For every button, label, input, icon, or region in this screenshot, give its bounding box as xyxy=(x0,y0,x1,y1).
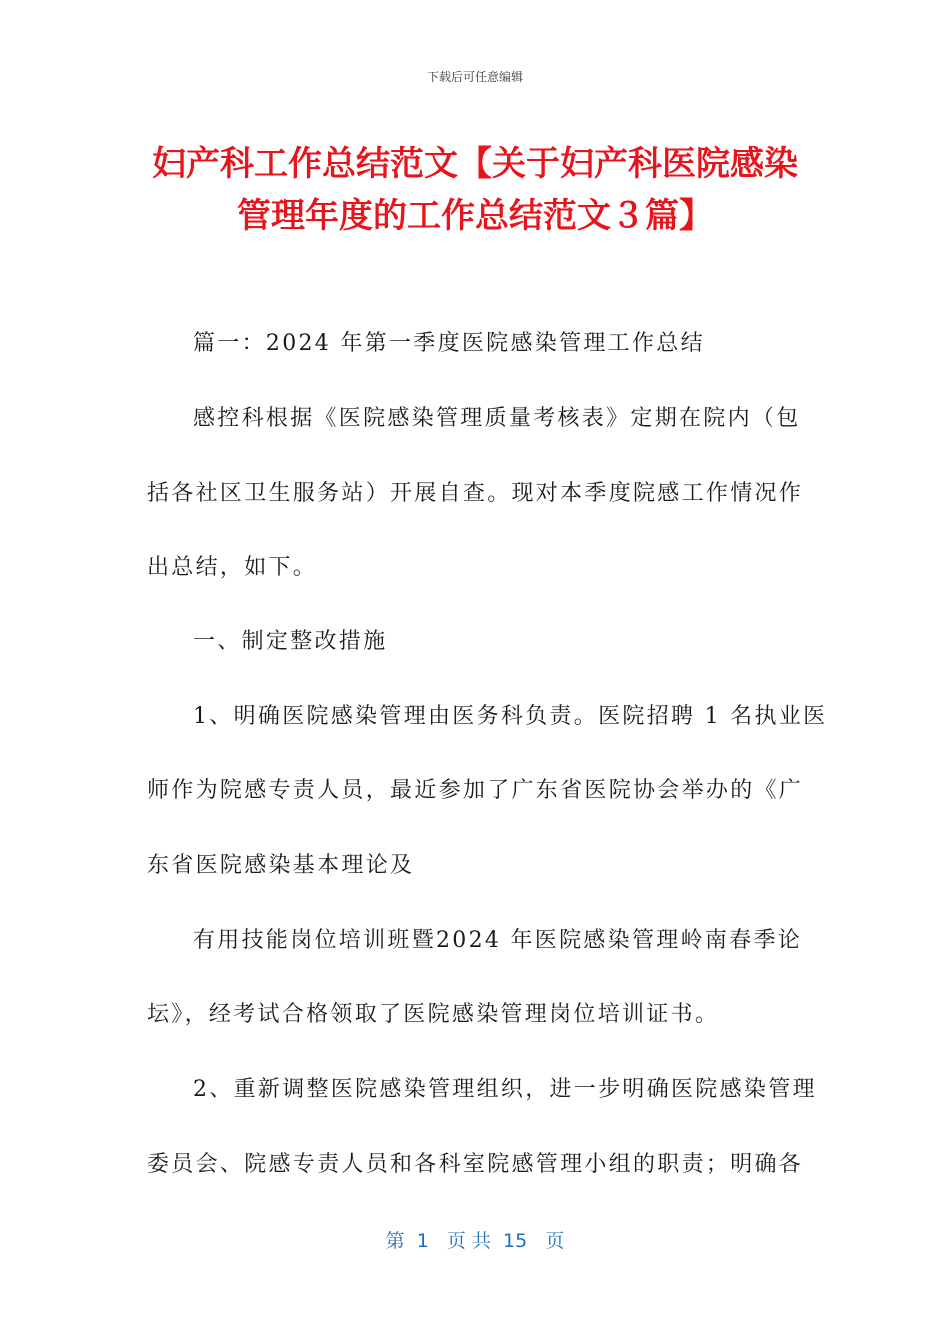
title-line-2: 管理年度的工作总结范文３篇】 xyxy=(237,196,713,236)
page-number-footer: 第 1 页 共 15 页 xyxy=(385,1230,565,1252)
paragraph-line: 出总结，如下。 xyxy=(147,555,318,580)
paragraph-line: 东省医院感染基本理论及 xyxy=(147,853,415,878)
paragraph-line: 师作为院感专责人员，最近参加了广东省医院协会举办的《广 xyxy=(147,778,804,803)
paragraph-line: 委员会、院感专责人员和各科室院感管理小组的职责；明确各 xyxy=(147,1152,804,1177)
document-title xyxy=(60,138,890,242)
paragraph-line: 2、重新调整医院感染管理组织，进一步明确医院感染管理 xyxy=(193,1077,817,1102)
subsection-heading: 一、制定整改措施 xyxy=(193,629,388,654)
paragraph-line: 括各社区卫生服务站）开展自查。现对本季度院感工作情况作 xyxy=(147,481,804,506)
paragraph-line: 1、明确医院感染管理由医务科负责。医院招聘 1 名执业医 xyxy=(193,704,828,729)
paragraph-line: 坛》，经考试合格领取了医院感染管理岗位培训证书。 xyxy=(147,1002,720,1027)
paragraph-line: 有用技能岗位培训班暨2024 年医院感染管理岭南春季论 xyxy=(193,928,803,953)
header-note: 下载后可任意编辑 xyxy=(426,70,523,84)
section-heading: 篇一：2024 年第一季度医院感染管理工作总结 xyxy=(193,331,705,356)
title-line-1: 妇产科工作总结范文【关于妇产科医院感染 xyxy=(152,144,798,184)
paragraph-line: 感控科根据《医院感染管理质量考核表》定期在院内（包 xyxy=(193,406,801,431)
